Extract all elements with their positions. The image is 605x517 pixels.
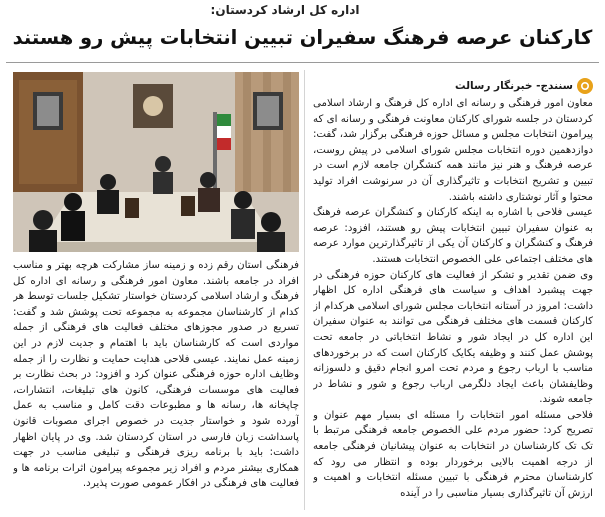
article-body-right-column bbox=[313, 96, 593, 512]
body-paragraph: فلاحی مسئله امور انتخابات را مسئله ای بسیار مهم عنوان و تصریح کرد: حضور مردم علی الخصوص جامعه فرهنگی مرتبط با تک تک کارشناسان در انتخابات به عنوان پیشانیان فرهنگی جامعه از درجه اهمیت بالایی برخوردار بوده و انتظار می رود که کارشناسان محترم فرهنگی با تبیین مسئله انتخابات و اهمیت و ارزش آن تاثیرگذاری بسیار مناسبی را در آینده bbox=[313, 409, 593, 499]
body-paragraph: وی ضمن تقدیر و تشکر از فعالیت های کارکنان حوزه فرهنگی در جهت پیشبرد اهداف و سیاست های فرهنگی اداره کل اظهار داشت: امروز در آستانه انتخابات مجلس شورای اسلامی هرکدام از کارکنان قسمت های مختلف فرهنگی می توانند به عنوان سفیران این اداره کل در ایجاد شور و نشاط انتخاباتی در جامعه تحت پوشش عمل کنند و وظیفه یکایک کارکنان است که در برخوردهای مناسب با ارباب رجوع و مردم تحت امرو انجام دقیق و دلسوزانه وظایفشان باعث ایجاد دلگرمی ارباب رجوع و شور و نشاط در جامعه شوند. bbox=[313, 269, 593, 406]
headline-rule bbox=[6, 62, 599, 63]
logo-mark bbox=[580, 81, 590, 91]
body-paragraph: فرهنگی استان رقم زده و زمینه ساز مشارکت هرچه بهتر و مناسب افراد در جامعه باشند. معاون امور فرهنگی و رسانه ای اداره کل فرهنگ و ارشاد اسلامی کردستان خواستار تشکیل جلسات توسط هر کدام از کارشناسان مجموعه به مجموعه تحت پوشش شد و گفت: تسریع در صدور مجوزهای مختلف فعالیت های فرهنگی از جمله مواردی است که کارشناسان باید با اهتمام و جدیت لازم در این زمینه عمل نمایند. عیسی فلاحی هدایت حمایت و نظارت را از جمله وظایف اداره حوزه فرهنگی عنوان کرد و افزود: در بحث نظارت بر فعالیت های موسسات فرهنگی، کانون های تبلیغات، انتشارات، چاپخانه ها، رسانه ها و مطبوعات دقت کامل و مناسب به عمل آورده شود و خواستار جدیت در خصوص اجرای مصوبات قانون پاسداشت زبان فارسی در استان کردستان شد. وی در پایان اظهار داشت: باید با برنامه ریزی فرهنگی و تبلیغی مناسب در جهت همکاری بیشتر مردم و افراد زیر مجموعه پیرامون اثرات برنامه ها و فعالیت های فرهنگی در افکار عمومی صورت پذیرد. bbox=[13, 260, 299, 490]
byline bbox=[323, 78, 593, 94]
meeting-photo bbox=[13, 72, 299, 252]
article-body-left-column bbox=[13, 258, 299, 512]
body-paragraph: عیسی فلاحی با اشاره به اینکه کارکنان و کنشگران عرصه فرهنگ به عنوان سفیران تبیین انتخابات پیش رو هستند، افزود: عرصه فرهنگ و کنشگران و کارکنان آن یکی از تاثیرگذارترین موارد عرصه های مختلف اجتماعی علی الخصوص انتخابات هستند. bbox=[313, 207, 593, 265]
column-divider bbox=[304, 70, 305, 510]
body-paragraph: معاون امور فرهنگی و رسانه ای اداره کل فرهنگ و ارشاد اسلامی کردستان در جلسه شورای کارکنان معاونت فرهنگی و رسانه ای که پیرامون انتخابات مجلس و مسائل حوزه فرهنگی برگزار شد، گفت: دوازدهمین دوره انتخابات مجلس شورای اسلامی در پیش روست، عرصه فرهنگ و هنر نیز مانند همه کنشگران جامعه لازم است در تبیین و تشریح انتخابات و تاثیرگذاری آن در سرنوشت افراد تولید محتوا و آثار نوشتاری داشته باشند. bbox=[313, 98, 593, 203]
article-kicker: اداره کل ارشاد کردستان: bbox=[210, 3, 360, 17]
newspaper-logo-icon bbox=[577, 78, 593, 94]
meeting-room-photo-icon bbox=[13, 72, 299, 252]
article-headline: کارکنان عرصه فرهنگ سفیران تبیین انتخابات پیش رو هستند bbox=[12, 26, 593, 49]
byline-text: سنندج- خبرنگار رسالت bbox=[455, 80, 573, 92]
